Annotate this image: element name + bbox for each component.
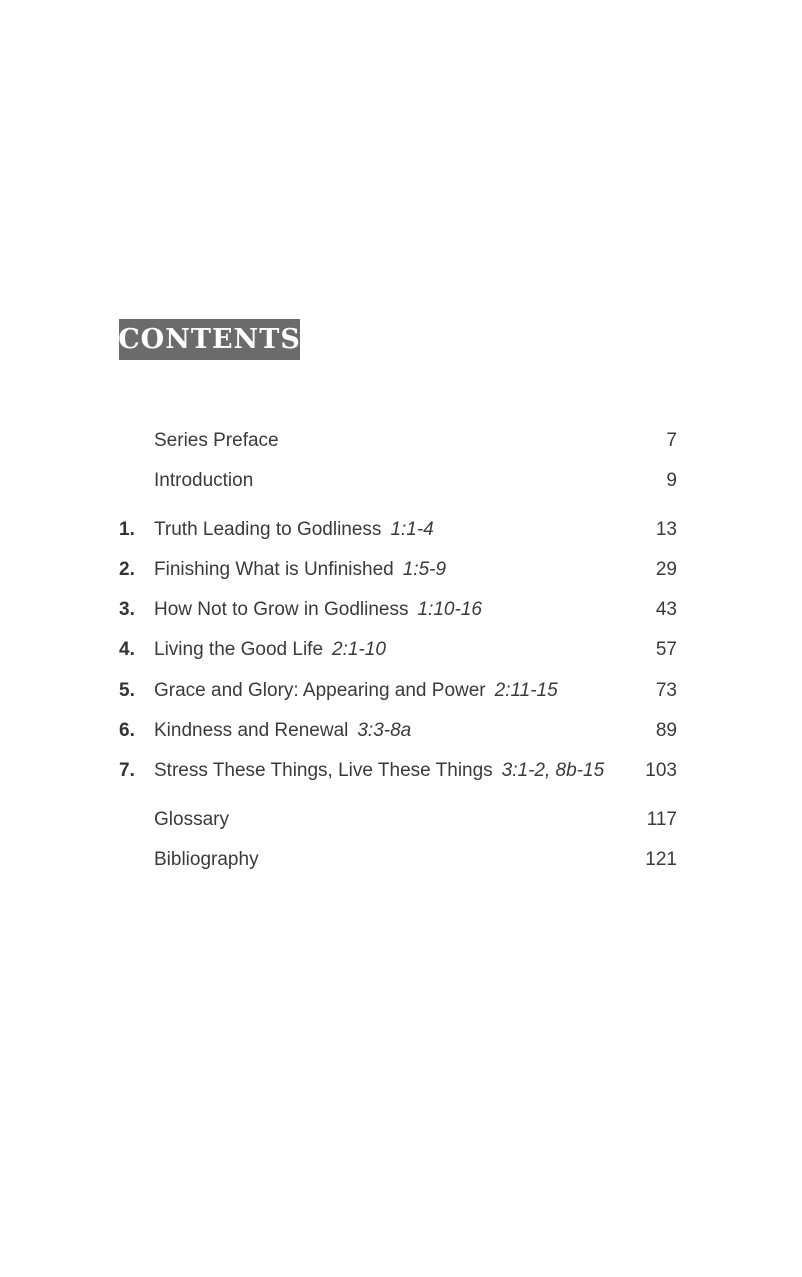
chapter-number: 7. — [119, 760, 135, 781]
chapter-title: Kindness and Renewal — [154, 720, 349, 741]
chapter-title-line — [154, 635, 386, 665]
chapter-title: How Not to Grow in Godliness — [154, 599, 409, 620]
toc-entry-title: Introduction — [154, 470, 254, 491]
toc-entry-title: Series Preface — [154, 430, 279, 451]
toc-entry-bibliography[interactable] — [0, 845, 802, 875]
toc-chapter-7[interactable] — [0, 756, 802, 786]
chapter-title: Living the Good Life — [154, 639, 324, 660]
chapter-page: 57 — [655, 639, 677, 660]
chapter-number: 6. — [119, 720, 135, 741]
chapter-page: 13 — [655, 519, 677, 540]
chapter-title: Finishing What is Unfinished — [154, 559, 394, 580]
chapter-page: 43 — [655, 599, 677, 620]
chapter-reference: 2:1-10 — [332, 639, 386, 660]
chapter-page: 73 — [655, 680, 677, 701]
chapter-title-line — [154, 756, 604, 786]
toc-chapter-2[interactable] — [0, 555, 802, 585]
chapter-reference: 1:5-9 — [402, 559, 447, 580]
toc-entry-title: Glossary — [154, 809, 229, 830]
chapter-title: Truth Leading to Godliness — [154, 519, 382, 540]
chapter-page: 103 — [645, 760, 677, 781]
chapter-number: 5. — [119, 680, 135, 701]
toc-chapter-1[interactable] — [0, 515, 802, 545]
toc-entry-page: 9 — [666, 470, 677, 491]
chapter-title: Grace and Glory: Appearing and Power — [154, 680, 486, 701]
chapter-reference: 3:1-2, 8b-15 — [501, 760, 605, 781]
chapter-title-line — [154, 716, 411, 746]
chapter-reference: 1:10-16 — [417, 599, 482, 620]
chapter-reference: 3:3-8a — [357, 720, 412, 741]
chapter-title-line — [154, 515, 434, 545]
chapter-number: 1. — [119, 519, 135, 540]
toc-entry-page: 7 — [666, 430, 677, 451]
chapter-number: 2. — [119, 559, 135, 580]
chapter-number: 3. — [119, 599, 135, 620]
contents-heading: CONTENTS — [118, 324, 301, 355]
toc-entry-page: 117 — [646, 809, 677, 830]
chapter-title: Stress These Things, Live These Things — [154, 760, 493, 781]
chapter-reference: 2:11-15 — [494, 680, 558, 701]
chapter-number: 4. — [119, 639, 135, 660]
contents-heading-box — [119, 319, 300, 360]
toc-entry-introduction[interactable] — [0, 466, 802, 496]
toc-chapter-5[interactable] — [0, 676, 802, 706]
toc-chapter-6[interactable] — [0, 716, 802, 746]
toc-chapter-4[interactable] — [0, 635, 802, 665]
chapter-reference: 1:1-4 — [390, 519, 434, 540]
toc-entry-title: Bibliography — [154, 849, 259, 870]
chapter-title-line — [154, 676, 558, 706]
toc-chapter-3[interactable] — [0, 595, 802, 625]
toc-entry-series-preface[interactable] — [0, 426, 802, 456]
chapter-page: 29 — [655, 559, 677, 580]
chapter-title-line — [154, 555, 446, 585]
toc-entry-page: 121 — [645, 849, 677, 870]
chapter-title-line — [154, 595, 482, 625]
chapter-page: 89 — [655, 720, 677, 741]
toc-entry-glossary[interactable] — [0, 805, 802, 835]
